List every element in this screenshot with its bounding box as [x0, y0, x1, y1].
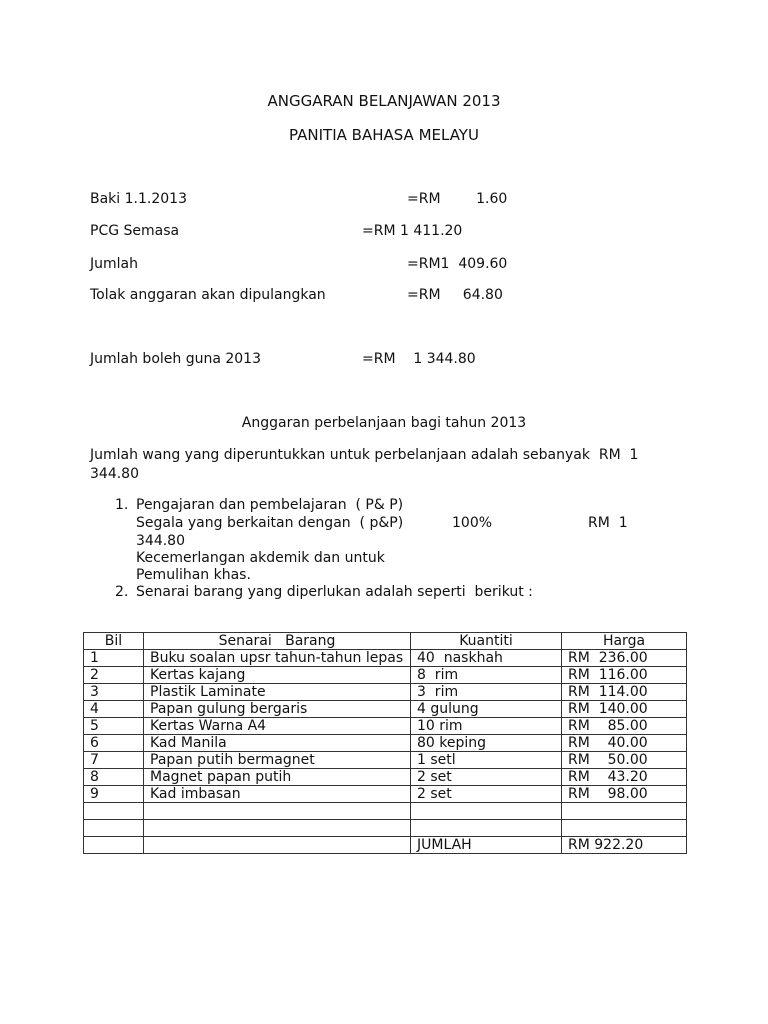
cell-kuantiti: 40 naskhah: [411, 650, 562, 667]
cell-bil: 4: [84, 701, 144, 718]
header-barang: Senarai Barang: [144, 633, 411, 650]
total-value: RM 922.20: [562, 837, 687, 854]
document-title: ANGGARAN BELANJAWAN 2013: [267, 92, 501, 110]
cell-kuantiti: 2 set: [411, 769, 562, 786]
table-row: [84, 786, 687, 803]
cell-bil: 6: [84, 735, 144, 752]
cell-kuantiti: [411, 803, 562, 820]
table-row: [84, 701, 687, 718]
cell-bil: 5: [84, 718, 144, 735]
cell-kuantiti: [411, 820, 562, 837]
table-row: [84, 803, 687, 820]
cell-kuantiti: 3 rim: [411, 684, 562, 701]
cell-harga: RM 98.00: [562, 786, 687, 803]
jumlah-value: =RM1 409.60: [407, 256, 508, 272]
jumlah-label: Jumlah: [90, 256, 138, 272]
table-row: [84, 820, 687, 837]
list-item-2-number: 2.: [115, 584, 129, 600]
cell-kuantiti: 10 rim: [411, 718, 562, 735]
section-heading: Anggaran perbelanjaan bagi tahun 2013: [241, 415, 527, 431]
table-row: [84, 735, 687, 752]
list-item-1-line-4: Kecemerlangan akdemik dan untuk: [136, 550, 385, 566]
cell-barang: Plastik Laminate: [144, 684, 411, 701]
baki-label: Baki 1.1.2013: [90, 191, 187, 207]
cell-bil: 3: [84, 684, 144, 701]
table-row: [84, 718, 687, 735]
list-item-1-number: 1.: [115, 497, 129, 513]
list-item-1-line-3: 344.80: [136, 533, 185, 549]
cell-barang: Kad Manila: [144, 735, 411, 752]
baki-value: =RM 1.60: [407, 191, 508, 207]
intro-line-2: 344.80: [90, 466, 139, 482]
cell-kuantiti: 2 set: [411, 786, 562, 803]
cell-harga: RM 114.00: [562, 684, 687, 701]
pcg-label: PCG Semasa: [90, 223, 180, 239]
list-item-1-line-2: Segala yang berkaitan dengan ( p&P): [136, 515, 404, 531]
table-row: [84, 667, 687, 684]
cell-kuantiti: 1 setl: [411, 752, 562, 769]
cell-harga: RM 40.00: [562, 735, 687, 752]
budget-table: [83, 632, 687, 854]
list-item-2-text: Senarai barang yang diperlukan adalah seperti berikut :: [136, 584, 533, 600]
pcg-value: =RM 1 411.20: [362, 223, 463, 239]
cell-bil: [84, 803, 144, 820]
intro-line-1: Jumlah wang yang diperuntukkan untuk perbelanjaan adalah sebanyak RM 1: [90, 447, 639, 463]
table-row: [84, 769, 687, 786]
cell-bil: 7: [84, 752, 144, 769]
cell-barang: Kertas Warna A4: [144, 718, 411, 735]
list-item-1-line-5: Pemulihan khas.: [136, 567, 251, 583]
boleh-guna-label: Jumlah boleh guna 2013: [90, 351, 262, 367]
cell-barang: [144, 803, 411, 820]
list-item-1-line-1: Pengajaran dan pembelajaran ( P& P): [136, 497, 404, 513]
header-kuantiti: Kuantiti: [411, 633, 562, 650]
cell-bil: 8: [84, 769, 144, 786]
table-total-row: [84, 837, 687, 854]
cell-barang: Kertas kajang: [144, 667, 411, 684]
cell-harga: RM 50.00: [562, 752, 687, 769]
cell-kuantiti: 4 gulung: [411, 701, 562, 718]
table-row: [84, 650, 687, 667]
list-item-1-amount: RM 1: [588, 515, 628, 531]
header-bil: Bil: [84, 633, 144, 650]
cell-bil: 1: [84, 650, 144, 667]
cell-barang: [144, 820, 411, 837]
cell-harga: [562, 803, 687, 820]
cell-bil: 2: [84, 667, 144, 684]
boleh-guna-value: =RM 1 344.80: [362, 351, 476, 367]
cell-bil: [84, 837, 144, 854]
cell-harga: RM 116.00: [562, 667, 687, 684]
cell-kuantiti: 8 rim: [411, 667, 562, 684]
total-label: JUMLAH: [411, 837, 562, 854]
cell-harga: RM 43.20: [562, 769, 687, 786]
cell-bil: [84, 820, 144, 837]
tolak-label: Tolak anggaran akan dipulangkan: [90, 287, 326, 303]
document-subtitle: PANITIA BAHASA MELAYU: [289, 126, 479, 144]
cell-bil: 9: [84, 786, 144, 803]
cell-harga: RM 140.00: [562, 701, 687, 718]
cell-barang: Magnet papan putih: [144, 769, 411, 786]
cell-kuantiti: 80 keping: [411, 735, 562, 752]
cell-barang: Kad imbasan: [144, 786, 411, 803]
table-row: [84, 752, 687, 769]
table-row: [84, 684, 687, 701]
tolak-value: =RM 64.80: [407, 287, 503, 303]
cell-barang: Papan gulung bergaris: [144, 701, 411, 718]
table-header-row: [84, 633, 687, 650]
list-item-1-percent: 100%: [452, 515, 493, 531]
cell-barang: Buku soalan upsr tahun-tahun lepas: [144, 650, 411, 667]
cell-harga: [562, 820, 687, 837]
cell-barang: [144, 837, 411, 854]
cell-barang: Papan putih bermagnet: [144, 752, 411, 769]
cell-harga: RM 85.00: [562, 718, 687, 735]
cell-harga: RM 236.00: [562, 650, 687, 667]
header-harga: Harga: [562, 633, 687, 650]
